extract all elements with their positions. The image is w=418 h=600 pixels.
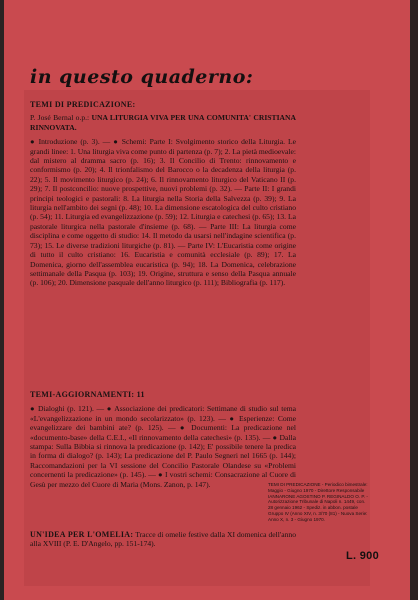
section-temi-di-predicazione: [30, 100, 296, 288]
section-paragraph: [30, 530, 296, 549]
section-contents: Tracce di omelie festive dalla XI domenica dell'anno alla XVIII (P. E. D'Angelo, pp. 151-174).: [30, 530, 297, 549]
article-byline: [30, 113, 296, 132]
cover-price: L. 900: [346, 550, 379, 562]
publication-imprint: TEMI DI PREDICAZIONE - Periodico bimestrale: Maggio - Giugno 1970 - Direttore Responsabile IANNARONE AGOSTINO P. REGINALDO O. P. - Autorizzazione Tribunale di Napoli n. 1449, con. 28 gennaio 1962 - Spediz. in abbon. postale Gruppo IV (Anno XIV, n. 3/70 (81) - Nuova Serie: Anno X, n. 3 - Giugno 1970.: [268, 482, 368, 522]
page-heading: in questo quaderno:: [30, 66, 254, 88]
section-title: TEMI DI PREDICAZIONE:: [30, 100, 136, 109]
section-title: TEMI-AGGIORNAMENTI: 11: [30, 390, 145, 399]
section-temi-aggiornamenti: [30, 390, 296, 489]
section-contents: ● Dialoghi (p. 121). — ● Associazione dei predicatori: Settimane di studio sul tema «L'evangelizzazione in un mondo secolarizzato» (p. 123). — ● Esperienze: Come evangelizzare dei bambini ate? (p. 125). — ● Documenti: La predicazione nel «documento-base» della C.E.I., «Il rinnovamento della catechesi» (p. 135). — ● Dalla stampa: Sulla Bibbia si rinnova la predicazione (p. 142); E' possibile tenere la predica in forma di dialogo? (p. 143); La predicazione del P. Paulo Segneri nel 1665 (p. 144); Raccomandazioni per la VI sessione del Concilio Pastorale Olandese su «Problemi concernenti la predicazione» (p. 145). — ● I vostri schemi: Consacrazione al Cuore di Gesù per mezzo del Cuore di Maria (Mons. Zanon, p. 147).: [30, 404, 296, 489]
article-author: P. José Bernal o.p.:: [30, 113, 90, 123]
article-title: UNA LITURGIA VIVA PER UNA COMUNITA' CRISTIANA RINNOVATA.: [30, 113, 296, 132]
section-idea-omelia: [30, 530, 296, 549]
section-title: UN'IDEA PER L'OMELIA:: [30, 530, 134, 539]
section-contents: ● Introduzione (p. 3). — ● Schemi: Parte I: Svolgimento storico della Liturgia. Le grandi linee: 1. Una liturgia viva come punto di partenza (p. 7); 2. La pietà medioevale: dal mistero al dramma sacro (p. 16); 3. Il Concilio di Trento: rinnovamento e conformismo (p. 20); 4. Il trionfalismo del Barocco o la decadenza della liturgia (p. 22); 5. Il movimento liturgico (p. 24); 6. Il rinnovamento liturgico del Vaticano II (p. 29); 7. Il postconcilio: nuove prospettive, nuovi problemi (p. 32). — Parte II: I grandi principi teologici e pastorali: 8. La liturgia nella Storia della Salvezza (p. 39); 9. La liturgia nell'ambito dei segni (p. 48); 10. La dimensione escatologica del culto cristiano (p. 54); 11. Liturgia ed evangelizzazione (p. 59); 12. Liturgia e catechesi (p. 65); 13. La pastorale liturgica nella pastorale d'insieme (p. 68). — Parte III: La liturgia come disciplina e come oggetto di studio: 14. Il metodo da usarsi nell'indagine scientifica (p. 73); 15. Le diverse tradizioni liturgiche (p. 81). — Parte IV: L'Eucaristia come origine di tutto il culto cristiano: 16. Eucaristia e comunità ecclesiale (p. 89); 17. La Domenica, giorno dell'assemblea eucaristica (p. 94); 18. La Domenica, celebrazione settimanale della Pasqua (p. 103); 19. Origine, struttura e senso della Pasqua annuale (p. 106); 20. Dimensione pasquale dell'anno liturgico (p. 111); Bibliografia (p. 117).: [30, 137, 296, 288]
